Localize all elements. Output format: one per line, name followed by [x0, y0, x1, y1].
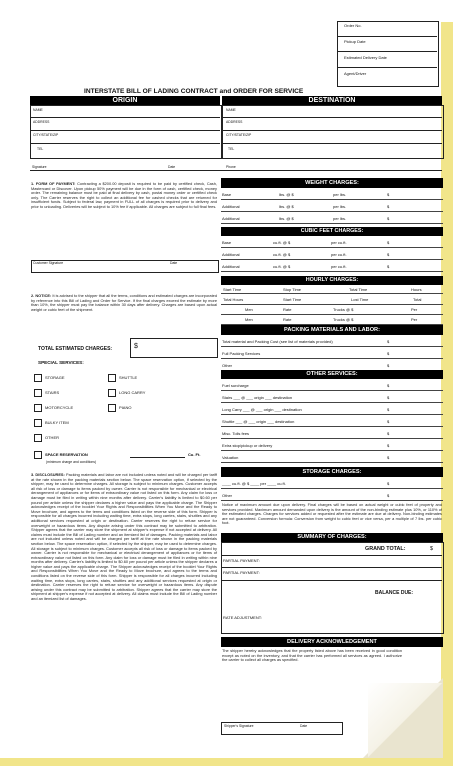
hourly-row-1[interactable]: Total Hours Start Time Lost Time Total	[221, 295, 443, 305]
service-bulky-item[interactable]: BULKY ITEM	[34, 419, 69, 427]
other-row-2[interactable]: Stairs ___ @ ___ origin ___ destination $	[221, 393, 443, 403]
storage-row-2[interactable]: Other $	[221, 491, 443, 501]
rate-adjustment-label[interactable]: RATE ADJUSTMENT:	[223, 615, 262, 620]
signature-label: Signature	[32, 165, 47, 169]
origin-header: ORIGIN	[30, 96, 220, 105]
payment-title: 1. FORM OF PAYMENT:	[31, 181, 76, 186]
other-row-4[interactable]: Shuttle ___ @ ___ origin ___ destination $	[221, 417, 443, 427]
service-stairs[interactable]: STAIRS	[34, 389, 59, 397]
total-estimated-box[interactable]	[130, 338, 218, 358]
page-curl-shade	[368, 683, 443, 758]
hourly-row-3[interactable]: Men Rate Trucks @ $ Per	[221, 315, 443, 325]
other-row-1[interactable]: Fuel surcharge $	[221, 381, 443, 391]
other-services-header: OTHER SERVICES:	[221, 370, 443, 379]
grand-total-label: GRAND TOTAL:	[365, 546, 406, 552]
partial-payment-1[interactable]: PARTIAL PAYMENT:	[223, 558, 260, 563]
storage-notice: Notice of maximum amount due upon delivery. Final charges will be based on actual weight or cubic feet of property and services provided. Maximum amount demanded upon delivery is the amount of the non-binding estimate plus 10%, or 110% of the estimated charges. Charges for services added or requested after the estimate are due at delivery. Non-binding estimates are not guaranteed. Conversion formula: Conversion from weight to cubic feet or vice versa, per a multiple of 7 lbs. per cubic foot.	[222, 503, 442, 526]
other-row-6[interactable]: Extra stop/pickup or delivery $	[221, 441, 443, 451]
packing-row-1[interactable]: Total material and Packing Cost (see list of materials provided) $	[221, 337, 443, 347]
cubic-row-3[interactable]: Additional cu.ft. @ $ per cu.ft. $	[221, 262, 443, 272]
destination-city-field[interactable]: CITY/STATE/ZIP	[226, 133, 252, 137]
space-reservation-sub: (minimum charge and conditions)	[46, 460, 97, 464]
origin-box	[30, 105, 222, 159]
cubic-row-1[interactable]: Base cu.ft. @ $ per cu.ft. $	[221, 238, 443, 248]
other-row-3[interactable]: Long Carry ___ @ ___ origin ___ destination $	[221, 405, 443, 415]
service-motorcycle[interactable]: MOTORCYCLE	[34, 404, 73, 412]
date-label: Date	[168, 165, 176, 169]
special-services-label: SPECIAL SERVICES:	[38, 360, 84, 365]
service-storage[interactable]: STORAGE	[34, 374, 65, 382]
service-shuttle[interactable]: SHUTTLE	[108, 374, 137, 382]
destination-address-field[interactable]: ADDRESS	[226, 120, 243, 124]
delivery-date-label: Estimated Delivery Date	[344, 55, 387, 60]
packing-row-3[interactable]: Other $	[221, 361, 443, 371]
other-row-7[interactable]: Valuation $	[221, 453, 443, 463]
origin-address-field[interactable]: ADDRESS	[33, 120, 50, 124]
total-estimated-dollar: $	[134, 343, 138, 350]
balance-due-label: BALANCE DUE:	[375, 590, 414, 596]
disclosures-title: 3. DISCLOSURES:	[31, 473, 65, 477]
yellow-copy-bottom	[0, 758, 453, 766]
origin-city-field[interactable]: CITY/STATE/ZIP	[33, 133, 59, 137]
disclosures-text: Packing materials and labor are not included unless noted and will be charged per tariff at the rate shown in the packing materials section below. The space reservation option, if selected by the shipper, may be used to determine charges. All storage is subject to minimum charges. Customer accepts all risk of loss or damage to items packed by owner. Carrier is not responsible for mechanical or electrical derangement of appliances or for items of extraordinary value not listed on this form. Any claim for loss or damage must be filed in writing within nine months after delivery. Carrier's liability is limited to $0.60 per pound per article unless the shipper declares a higher value and pays the applicable charge. The Shipper acknowledges receipt of the booklet Your Rights and Responsibilities When You Move and the Ready to Move brochure, and agrees to the terms and conditions listed on the reverse side of this form. Shipper is responsible for all charges incurred including waiting time, extra stops, long carries, stairs, shuttles and any additional services requested at origin or destination. Carrier reserves the right to refuse service for overweight or hazardous items. Any dispute arising under this contract may be submitted to arbitration. Shipper agrees that the carrier may store the shipment at shipper's expense if not accepted at delivery. All claims must include the Bill of Lading number and an itemized list of damages.	[31, 473, 217, 537]
delivery-ack-text: The shipper hereby acknowledges that the property listed above has been received in good condition except as noted on the inventory, and that the carrier has performed all services as agreed. I authorize the carrier to collect all charges as specified.	[222, 648, 402, 663]
payment-section	[31, 182, 217, 210]
destination-tel-field[interactable]: TEL	[228, 147, 235, 151]
form-title: INTERSTATE BILL OF LADING CONTRACT and ORDER FOR SERVICE	[84, 88, 304, 95]
space-reservation-unit: Cu. Ft.	[188, 452, 201, 457]
agent-label: Agent/Driver	[344, 71, 367, 76]
customer-signature-label: Customer Signature	[33, 261, 64, 265]
notice-section	[31, 294, 217, 312]
phone-label: Phone	[226, 165, 236, 169]
delivery-ack-header: DELIVERY ACKNOWLEDGEMENT	[221, 637, 443, 647]
weight-row-2[interactable]: Additional lbs. @ $ per lbs. $	[221, 202, 443, 212]
cubic-feet-header: CUBIC FEET CHARGES:	[221, 227, 443, 236]
hourly-col-heads: Start Time Stop Time Total Time Hours	[221, 286, 443, 294]
order-info-box	[337, 21, 439, 87]
summary-header: SUMMARY OF CHARGES:	[221, 533, 443, 542]
space-reservation-checkbox[interactable]: SPACE RESERVATION	[34, 451, 88, 459]
storage-header: STORAGE CHARGES:	[221, 467, 443, 477]
service-piano[interactable]: PIANO	[108, 404, 131, 412]
total-estimated-label: TOTAL ESTIMATED CHARGES:	[38, 346, 113, 352]
packing-header: PACKING MATERIALS AND LABOR:	[221, 325, 443, 335]
weight-charges-header: WEIGHT CHARGES:	[221, 178, 443, 188]
destination-name-field[interactable]: NAME	[226, 108, 236, 112]
destination-box	[222, 105, 444, 159]
partial-payment-2[interactable]: PARTIAL PAYMENT:	[223, 570, 260, 575]
pickup-date-label: Pickup Date	[344, 39, 366, 44]
packing-row-2[interactable]: Full Packing Services $	[221, 349, 443, 359]
weight-row-1[interactable]: Base lbs. @ $ per lbs. $	[221, 190, 443, 200]
hourly-row-2[interactable]: Men Rate Trucks @ $ Per	[221, 305, 443, 315]
other-row-5[interactable]: Misc. Tolls fees $	[221, 429, 443, 439]
customer-date-label: Date	[170, 261, 178, 265]
grand-total-dollar[interactable]: $	[430, 546, 433, 552]
cubic-row-2[interactable]: Additional cu.ft. @ $ per cu.ft. $	[221, 250, 443, 260]
order-no-label: Order No.	[344, 23, 362, 28]
disclosures-section: 3. DISCLOSURES: Packing materials and labor are not included unless noted and will be charged per tariff at the rate shown in the packing materials section below. The space reservation option, if selected by the shipper, may be used to determine charges. All storage is subject to minimum charges. Customer accepts all risk of loss or damage to items packed by owner. Carrier is not responsible for mechanical or electrical derangement of appliances or for items of extraordinary value not listed on this form. Any claim for loss or damage must be filed in writing within nine months after delivery. Carrier's liability is limited to $0.60 per pound per article unless the shipper declares a higher value and pays the applicable charge. The Shipper acknowledges receipt of the booklet Your Rights and Responsibilities When You Move and the Ready to Move brochure, and agrees to the terms and conditions listed on the reverse side of this form. Shipper is responsible for all charges incurred including waiting time, extra stops, long carries, stairs, shuttles and any additional services requested at origin or destination. Carrier reserves the right to refuse service for overweight or hazardous items. Any dispute arising under this contract may be submitted to arbitration. Shipper agrees that the carrier may store the shipment at shipper's expense if not accepted at delivery. All claims must include the Bill of Lading number and an itemized list of damages. Packing materials and labor are not included unless noted and will be charged per tariff at the rate shown in the packing materials section below. The space reservation option, if selected by the shipper, may be used to determine charges. All storage is subject to minimum charges. Customer accepts all risk of loss or damage to items packed by owner. Carrier is not responsible for mechanical or electrical derangement of appliances or for items of extraordinary value not listed on this form. Any claim for loss or damage must be filed in writing within nine months after delivery. Carrier's liability is limited to $0.60 per pound per article unless the shipper declares a higher value and pays the applicable charge. The Shipper acknowledges receipt of the booklet Your Rights and Responsibilities When You Move and the Ready to Move brochure, and agrees to the terms and conditions listed on the reverse side of this form. Shipper is responsible for all charges incurred including waiting time, extra stops, long carries, stairs, shuttles and any additional services requested at origin or destination. Carrier reserves the right to refuse service for overweight or hazardous items. Any dispute arising under this contract may be submitted to arbitration. Shipper agrees that the carrier may store the shipment at shipper's expense if not accepted at delivery. All claims must include the Bill of Lading number and an itemized list of damages.	[31, 473, 217, 602]
origin-name-field[interactable]: NAME	[33, 108, 43, 112]
delivery-signature-label: Shipper's Signature	[224, 724, 254, 728]
payment-text: Contracting a $200.00 deposit is required to be paid by certified check, Cash, Mastercard or Discover. Upon pickup 50% payment will be due in the form of cash, certified check, money order. The remaining balance must be paid at final delivery by cash, postal money order or certified check only. The Carrier reserves the right to collect an additional fee for cashed checks that are returned for insufficient funds. Subject to federal law, payment in FULL of all charges is required prior to delivery and prior to unloading. Deliveries will be subject to 10% fee if applicable. All charges are subject to full final fees.	[31, 181, 217, 209]
service-long-carry[interactable]: LONG CARRY	[108, 389, 145, 397]
delivery-date-label: Date	[300, 724, 308, 728]
origin-tel-field[interactable]: TEL	[37, 147, 44, 151]
weight-row-3[interactable]: Additional lbs. @ $ per lbs. $	[221, 214, 443, 224]
storage-row-1[interactable]: ____ cu.ft. @ $ ____ per ____ cu.ft. $	[221, 479, 443, 489]
notice-text: It is advised to the shipper that all the terms, conditions and estimated charges are incorporated by reference into this Bill of Lading and Order for Service. If the final charges exceed the estimate by more than 10%, the shipper must pay the balance within 30 days after delivery. Charges are based upon actual weight or cubic feet of the shipment.	[31, 293, 218, 312]
hourly-charges-header: HOURLY CHARGES:	[221, 276, 443, 285]
destination-header: DESTINATION	[222, 96, 442, 105]
service-other[interactable]: OTHER	[34, 434, 59, 442]
notice-title: 2. NOTICE:	[31, 293, 52, 298]
